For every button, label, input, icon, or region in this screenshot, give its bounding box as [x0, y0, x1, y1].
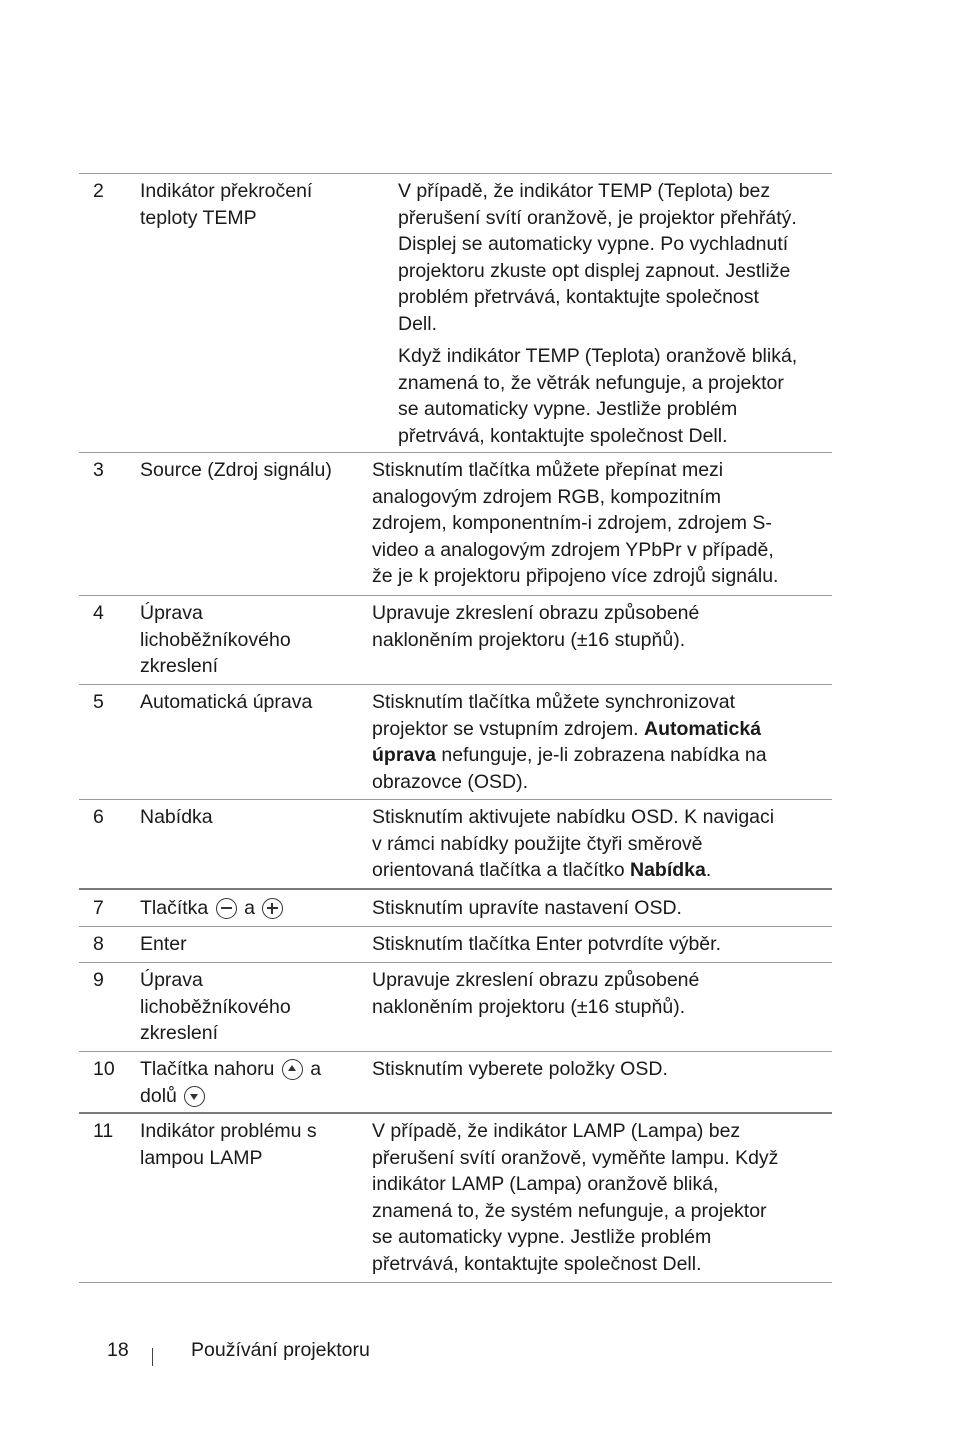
plus-circle-icon: [262, 898, 283, 919]
row-name: Úprava lichoběžníkového zkreslení: [140, 602, 291, 677]
row-name: Tlačítka nahoru a dolů: [140, 1058, 322, 1107]
row-number: 8: [93, 933, 104, 955]
minus-circle-icon: [216, 898, 237, 919]
row-number: 3: [93, 459, 104, 481]
row-number: 2: [93, 180, 104, 202]
row-name: Tlačítka a: [140, 895, 285, 922]
table-row: [79, 927, 832, 963]
row-description: Stisknutím upravíte nastavení OSD.: [372, 897, 682, 919]
table-row: [79, 174, 832, 453]
table-row: [79, 1052, 832, 1114]
row-description: Stisknutím tlačítka můžete synchronizovat projektor se vstupním zdrojem. Automatická úprava nefunguje, je-li zobrazena nabídka na obrazovce (OSD).: [372, 691, 767, 793]
table-row: [79, 596, 832, 685]
table-row: [79, 963, 832, 1052]
row-name: Indikátor problému s lampou LAMP: [140, 1120, 317, 1169]
table-row: [79, 1114, 832, 1283]
row-description: Upravuje zkreslení obrazu způsobené nakloněním projektoru (±16 stupňů).: [372, 969, 700, 1018]
row-number: 7: [93, 897, 104, 919]
row-number: 6: [93, 806, 104, 828]
chapter-title: Používání projektoru: [191, 1339, 370, 1361]
row-number: 10: [93, 1058, 115, 1080]
table-row: [79, 890, 832, 927]
table-row: [79, 453, 832, 596]
row-number: 5: [93, 691, 104, 713]
row-name: Indikátor překročení teploty TEMP: [140, 180, 313, 229]
row-description: Stisknutím aktivujete nabídku OSD. K navigaci v rámci nabídky použijte čtyři směrově orientovaná tlačítka a tlačítko Nabídka.: [372, 806, 775, 881]
row-name: Úprava lichoběžníkového zkreslení: [140, 969, 291, 1044]
footer-separator: [152, 1348, 153, 1366]
down-arrow-circle-icon: [184, 1086, 205, 1107]
row-description: V případě, že indikátor TEMP (Teplota) bez přerušení svítí oranžově, je projektor přehřátý. Displej se automaticky vypne. Po vychladnutí projektoru zkuste opt displej zapnout. Jestliže problém přetrvává, kontaktujte společnost Dell. Když indikátor TEMP (Teplota) oranžově bliká, znamená to, že větrák nefunguje, a projektor se automaticky vypne. Jestliže problém přetrvává, kontaktujte společnost Dell.: [398, 180, 798, 447]
row-number: 11: [93, 1120, 114, 1142]
row-number: 4: [93, 602, 104, 624]
row-name: Enter: [140, 933, 187, 955]
row-description: V případě, že indikátor LAMP (Lampa) bez přerušení svítí oranžově, vyměňte lampu. Když indikátor LAMP (Lampa) oranžově bliká, znamená to, že systém nefunguje, a projektor se automaticky vypne. Jestliže problém přetrvává, kontaktujte společnost Dell.: [372, 1120, 779, 1275]
row-description: Upravuje zkreslení obrazu způsobené nakloněním projektoru (±16 stupňů).: [372, 602, 700, 651]
row-description: Stisknutím tlačítka můžete přepínat mezi analogovým zdrojem RGB, kompozitním zdrojem, komponentním-i zdrojem, zdrojem S- video a analogovým zdrojem YPbPr v případě, že je k projektoru připojeno více zdrojů signálu.: [372, 459, 779, 587]
page-number: 18: [107, 1339, 129, 1361]
row-number: 9: [93, 969, 104, 991]
button-description-table: [79, 173, 832, 1283]
page-footer: [0, 1337, 954, 1367]
table-row: [79, 685, 832, 800]
row-name: Automatická úprava: [140, 691, 313, 713]
up-arrow-circle-icon: [282, 1059, 303, 1080]
row-name: Nabídka: [140, 806, 213, 828]
table-row: [79, 800, 832, 890]
row-name: Source (Zdroj signálu): [140, 459, 332, 481]
row-description: Stisknutím tlačítka Enter potvrdíte výběr.: [372, 933, 721, 955]
row-description: Stisknutím vyberete položky OSD.: [372, 1058, 668, 1080]
